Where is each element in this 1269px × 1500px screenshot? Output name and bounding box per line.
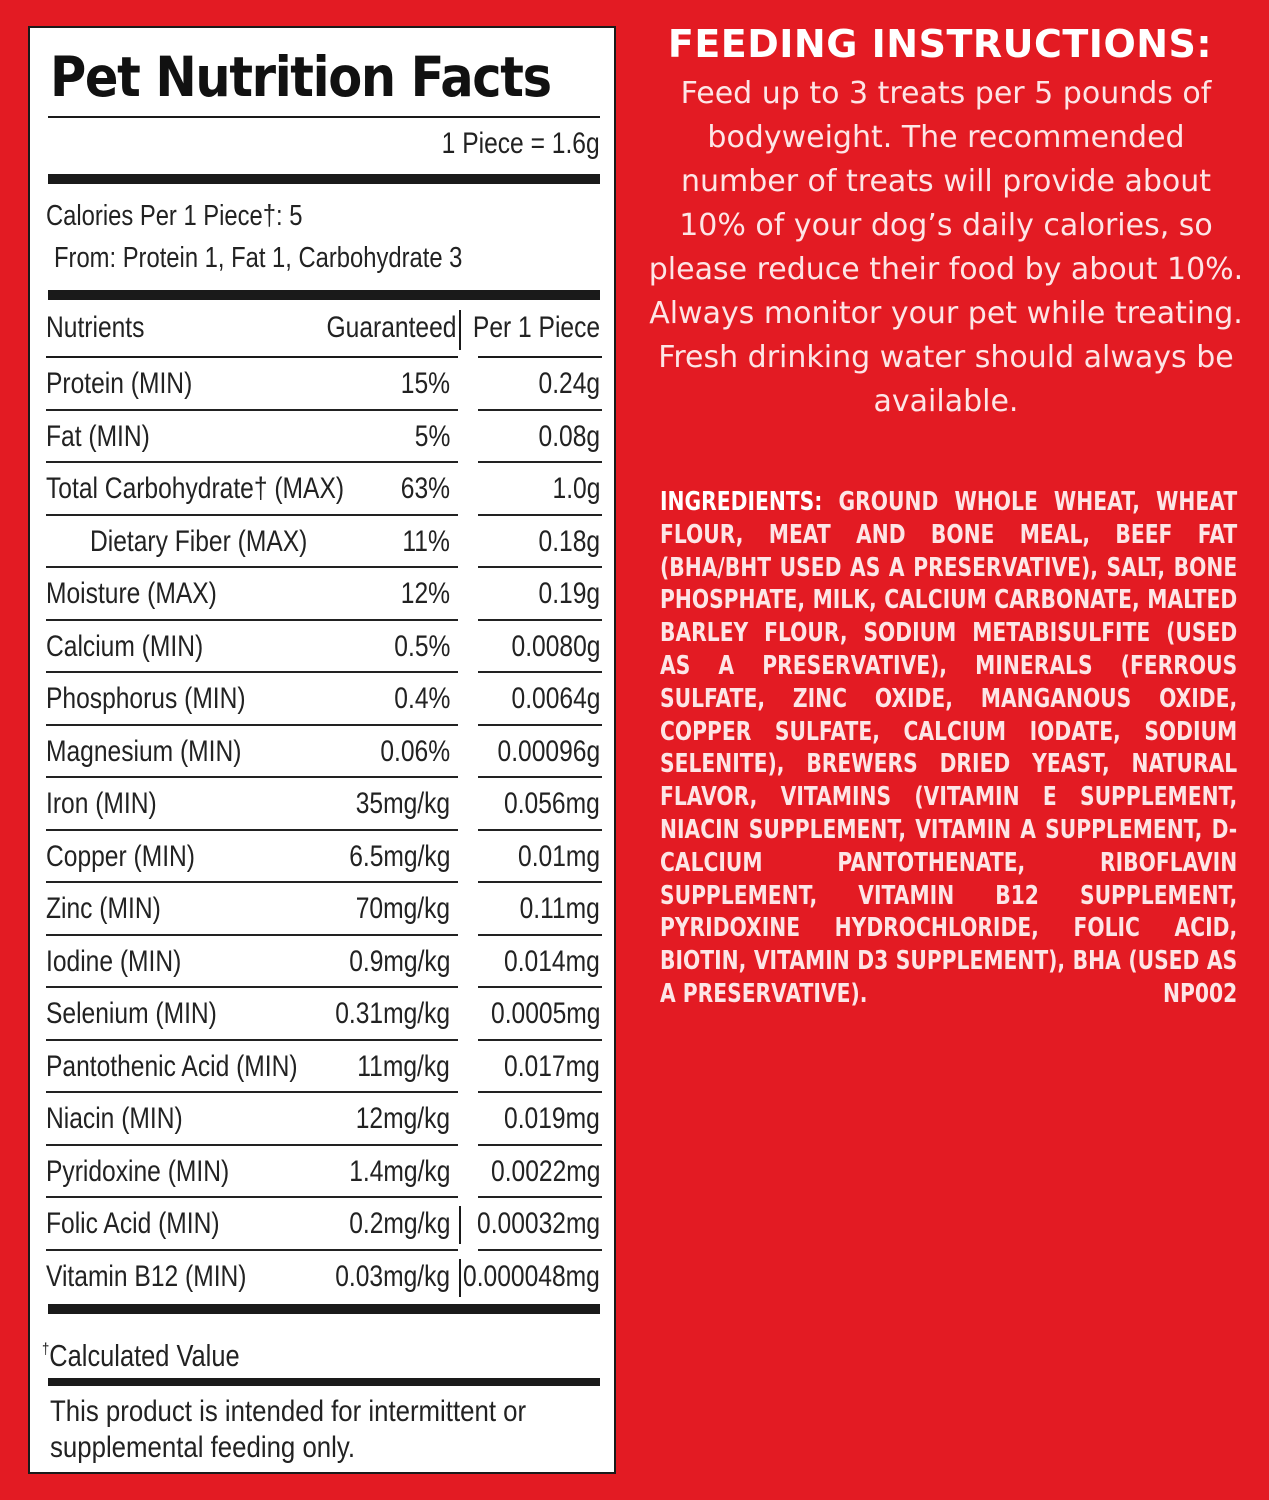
nutrient-per-piece: 0.11mg: [519, 892, 600, 925]
nutrient-guaranteed: 15%: [400, 367, 450, 400]
nutrient-row: [30, 831, 614, 884]
nutrient-label: Magnesium (MIN): [46, 734, 242, 768]
nutrient-row: [30, 516, 614, 569]
nutrient-row: [30, 1093, 614, 1146]
nutrient-label: Iron (MIN): [46, 787, 157, 820]
column-divider: [459, 1259, 461, 1297]
thick-rule-1: [48, 174, 600, 184]
nutrient-row: [30, 778, 614, 831]
nutrition-title: Pet Nutrition Facts: [50, 45, 551, 109]
nutrient-label: Calcium (MIN): [46, 629, 204, 663]
nutrient-per-piece: 0.24g: [538, 367, 600, 400]
nutrient-per-piece: 1.0g: [552, 472, 600, 505]
nutrient-label: Niacin (MIN): [46, 1102, 183, 1135]
nutrient-label: Total Carbohydrate† (MAX): [46, 472, 345, 505]
nutrient-row: [30, 673, 614, 726]
nutrient-guaranteed: 5%: [414, 419, 450, 453]
nutrient-per-piece: 0.000048mg: [463, 1259, 600, 1293]
nutrient-guaranteed: 63%: [400, 472, 450, 505]
ingredients-text: GROUND WHOLE WHEAT, WHEAT FLOUR, MEAT AND BONE MEAL, BEEF FAT (BHA/BHT USED AS A PRESERVATIVE), SALT, BONE PHOSPHATE, MILK, CALCIUM CARBONATE, MALTED BARLEY FLOUR, SODIUM METABISULFITE (USED AS A PRESERVATIVE), MINERALS (FERROUS SULFATE, ZINC OXIDE, MANGANOUS OXIDE, COPPER SULFATE, CALCIUM IODATE, SODIUM SELENITE), BREWERS DRIED YEAST, NATURAL FLAVOR, VITAMINS (VITAMIN E SUPPLEMENT, NIACIN SUPPLEMENT, VITAMIN A SUPPLEMENT, D-CALCIUM PANTOTHENATE, RIBOFLAVIN SUPPLEMENT, VITAMIN B12 SUPPLEMENT, PYRIDOXINE HYDROCHLORIDE, FOLIC ACID, BIOTIN, VITAMIN D3 SUPPLEMENT), BHA (USED AS A PRESERVATIVE).: [660, 487, 1238, 1009]
calories-from: From: Protein 1, Fat 1, Carbohydrate 3: [54, 242, 463, 274]
nutrient-per-piece: 0.017mg: [504, 1049, 600, 1083]
nutrient-guaranteed: 1.4mg/kg: [348, 1154, 450, 1188]
nutrient-per-piece: 0.00096g: [497, 734, 600, 768]
feeding-instructions-title: FEEDING INSTRUCTIONS:: [667, 22, 1213, 66]
nutrient-guaranteed: 70mg/kg: [355, 892, 450, 925]
nutrient-row: [30, 463, 614, 516]
nutrient-guaranteed: 11%: [402, 524, 450, 558]
footnote-text: Calculated Value: [49, 1338, 240, 1373]
header-guaranteed: Guaranteed: [326, 311, 456, 344]
nutrient-row: [30, 883, 614, 936]
nutrient-per-piece: 0.18g: [538, 524, 600, 558]
footnote-mark: †: [42, 1341, 50, 1358]
nutrient-label: Phosphorus (MIN): [46, 682, 246, 715]
nutrient-row: [30, 1198, 614, 1251]
nutrient-label: Folic Acid (MIN): [46, 1207, 220, 1240]
product-code: NP002: [1163, 978, 1238, 1009]
nutrient-label: Iodine (MIN): [46, 944, 182, 978]
nutrient-guaranteed: 0.06%: [380, 734, 450, 768]
serving-size: 1 Piece = 1.6g: [442, 127, 600, 160]
nutrient-per-piece: 0.0022mg: [490, 1154, 600, 1188]
nutrient-guaranteed: 0.5%: [393, 629, 450, 663]
nutrient-label: Zinc (MIN): [46, 892, 161, 925]
header-divider: [459, 310, 461, 350]
nutrient-guaranteed: 11mg/kg: [357, 1049, 450, 1083]
nutrient-per-piece: 0.19g: [538, 577, 600, 610]
nutrient-row: [30, 726, 614, 779]
nutrient-guaranteed: 0.4%: [393, 682, 450, 715]
feeding-note: This product is intended for intermittent or supplemental feeding only.: [50, 1395, 527, 1464]
nutrient-row: [30, 1041, 614, 1094]
nutrient-guaranteed: 12%: [400, 577, 450, 610]
nutrient-guaranteed: 0.31mg/kg: [335, 997, 450, 1030]
ingredients-block: [660, 486, 1237, 1011]
nutrient-label: Pantothenic Acid (MIN): [46, 1049, 298, 1083]
nutrient-guaranteed: 35mg/kg: [355, 787, 450, 820]
nutrient-guaranteed: 6.5mg/kg: [348, 839, 450, 873]
ingredients-label: INGREDIENTS:: [660, 487, 823, 517]
nutrient-guaranteed: 0.9mg/kg: [348, 944, 450, 978]
nutrient-row: [30, 1146, 614, 1199]
nutrient-guaranteed: 0.2mg/kg: [348, 1207, 450, 1240]
nutrient-label: Moisture (MAX): [46, 577, 217, 610]
nutrient-row: [30, 936, 614, 989]
nutrient-per-piece: 0.0064g: [511, 682, 600, 715]
thick-rule-3: [48, 1304, 600, 1314]
nutrient-label: Pyridoxine (MIN): [46, 1154, 230, 1188]
nutrient-guaranteed: 0.03mg/kg: [335, 1259, 450, 1293]
nutrient-guaranteed: 12mg/kg: [355, 1102, 450, 1135]
nutrient-label: Vitamin B12 (MIN): [46, 1259, 247, 1293]
nutrient-row: [30, 411, 614, 464]
nutrient-per-piece: 0.0005mg: [490, 997, 600, 1030]
nutrient-per-piece: 0.019mg: [504, 1102, 600, 1135]
title-rule: [48, 116, 600, 118]
nutrient-per-piece: 0.0080g: [511, 629, 600, 663]
nutrient-row: [30, 988, 614, 1041]
nutrient-label: Copper (MIN): [46, 839, 195, 873]
nutrient-label: Selenium (MIN): [46, 997, 217, 1030]
nutrient-per-piece: 0.00032mg: [476, 1207, 600, 1240]
feeding-instructions-body: Feed up to 3 treats per 5 pounds of bodyweight. The recommended number of treats will provide about 10% of your dog’s daily calories, so please reduce their food by about 10%. Always monitor your pet while treating. Fresh drinking water should always be available.: [648, 76, 1244, 419]
header-nutrients: Nutrients: [46, 311, 145, 344]
nutrition-facts-panel: [28, 26, 616, 1474]
nutrient-row: [30, 358, 614, 411]
nutrient-per-piece: 0.08g: [538, 419, 600, 453]
nutrient-row: [30, 621, 614, 674]
header-per-piece: Per 1 Piece: [472, 311, 600, 344]
nutrient-per-piece: 0.01mg: [517, 839, 600, 873]
calories-per-piece: Calories Per 1 Piece†: 5: [46, 200, 303, 232]
nutrient-row: [30, 1251, 614, 1304]
column-divider: [459, 1206, 461, 1244]
nutrient-label: Protein (MIN): [46, 367, 193, 400]
nutrient-label: Fat (MIN): [46, 419, 150, 453]
thick-rule-4: [48, 1378, 600, 1386]
nutrient-table: [30, 358, 614, 1303]
nutrient-row: [30, 568, 614, 621]
nutrient-label: Dietary Fiber (MAX): [90, 524, 308, 558]
nutrient-per-piece: 0.014mg: [504, 944, 600, 978]
footnote: [42, 1330, 240, 1376]
thick-rule-2: [48, 290, 600, 300]
nutrient-per-piece: 0.056mg: [504, 787, 600, 820]
